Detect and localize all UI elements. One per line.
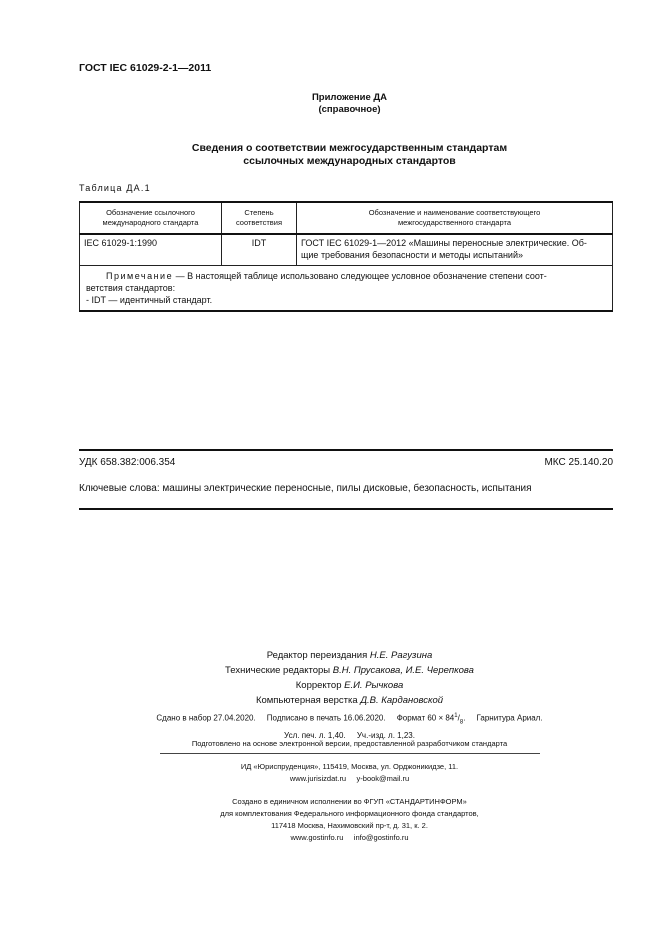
header-ref-l1: Обозначение ссылочного [106,208,195,217]
credit-editor-label: Редактор переиздания [266,650,370,661]
header-degree [222,202,297,234]
header-std-l1: Обозначение и наименование соответствующего [368,208,541,217]
credit-corrector-name: Е.И. Рычкова [344,680,404,691]
print-info-line-1: Сдано в набор 27.04.2020. Подписано в печать 16.06.2020. Формат $60 \times 84^1/_8$. Гарнитура Ариал. [156,713,543,726]
header-degree-l1: Степень [244,208,274,217]
print-info-line-2: Усл. печ. л. 1,40. Уч.-изд. л. 1,23. [284,731,415,741]
note-text-1: — В настоящей таблице использовано следующее условное обозначение степени соот- [173,271,547,281]
publisher-line-2: www.jurisizdat.ru y-book@mail.ru [289,774,410,783]
appendix-title [0,92,661,116]
header-std-l2: межгосударственного стандарта [398,218,511,227]
appendix-subtitle: (справочное) [318,104,381,115]
cell-ref-standard: IEC 61029-1:1990 [80,234,222,266]
table-caption: Таблица ДА.1 [79,183,151,193]
prepared-text: Подготовлено на основе электронной версии, предоставленной разработчиком стандарта [191,739,508,748]
header-degree-l2: соответствия [235,218,283,227]
credit-tech-names: В.Н. Прусакова, И.Е. Черепкова [332,665,474,676]
section-heading [0,142,661,168]
printer-block [0,796,661,844]
credit-tech-label: Технические редакторы [225,665,333,676]
appendix-title-line: Приложение ДА [311,92,388,103]
credit-editor-name: Н.Е. Рагузина [369,650,433,661]
note-text-3: - IDT — идентичный стандарт. [86,295,213,305]
credit-layout [0,693,661,708]
publisher-line-1: ИД «Юриспруденция», 115419, Москва, ул. Орджоникидзе, 11. [240,762,459,771]
table-header-row [80,202,613,234]
table-row [80,234,613,266]
cell-interstate-standard [297,234,613,266]
cell-std-l2: щие требования безопасности и методы испытаний» [301,250,523,260]
print-info-1a: Сдано в набор 27.04.2020. Подписано в печать 16.06.2020. Формат 60 × 84 [156,713,455,723]
credits-block [0,648,661,708]
divider-bottom [79,508,613,510]
credit-corrector [0,678,661,693]
cell-degree: IDT [222,234,297,266]
heading-line-1: Сведения о соответствии межгосударственным стандартам [191,142,508,154]
printer-line-4: www.gostinfo.ru info@gostinfo.ru [290,833,409,842]
table-note [80,266,613,312]
credit-corrector-label: Корректор [295,680,345,691]
printer-line-1: Создано в единичном исполнении во ФГУП «СТАНДАРТИНФОРМ» [232,797,467,806]
print-info-1b: . Гарнитура Ариал. [463,713,543,723]
correspondence-table [79,201,613,312]
credit-layout-name: Д.В. Кардановской [360,695,444,706]
document-code: ГОСТ IEC 61029-2-1—2011 [79,62,212,74]
credit-layout-label: Компьютерная верстка [255,695,361,706]
mks-code: МКС 25.140.20 [544,457,613,468]
format-fraction-num: 1 [454,713,458,719]
format-fraction-den: 8 [459,719,464,726]
prepared-note [0,739,661,748]
publisher-block [0,761,661,785]
divider-top [79,449,613,451]
credit-tech-editors [0,663,661,678]
note-lead: Примечание [106,271,174,281]
udk-code: УДК 658.382:006.354 [79,457,176,468]
cell-std-l1: ГОСТ IEC 61029-1—2012 «Машины переносные электрические. Об- [301,238,587,248]
header-ref-l2: международного стандарта [102,218,199,227]
printer-line-2: для комплектования Федерального информационного фонда стандартов, [220,809,479,818]
table-note-row [80,266,613,312]
credit-editor [0,648,661,663]
heading-line-2: ссылочных международных стандартов [243,155,456,167]
note-text-2: ветствия стандартов: [86,283,176,293]
header-ref-standard [80,202,222,234]
header-interstate-standard [297,202,613,234]
printer-line-3: 117418 Москва, Нахимовский пр-т, д. 31, к. 2. [271,821,428,830]
keywords: Ключевые слова: машины электрические переносные, пилы дисковые, безопасность, испытания [79,483,532,494]
divider-thin [160,753,540,754]
